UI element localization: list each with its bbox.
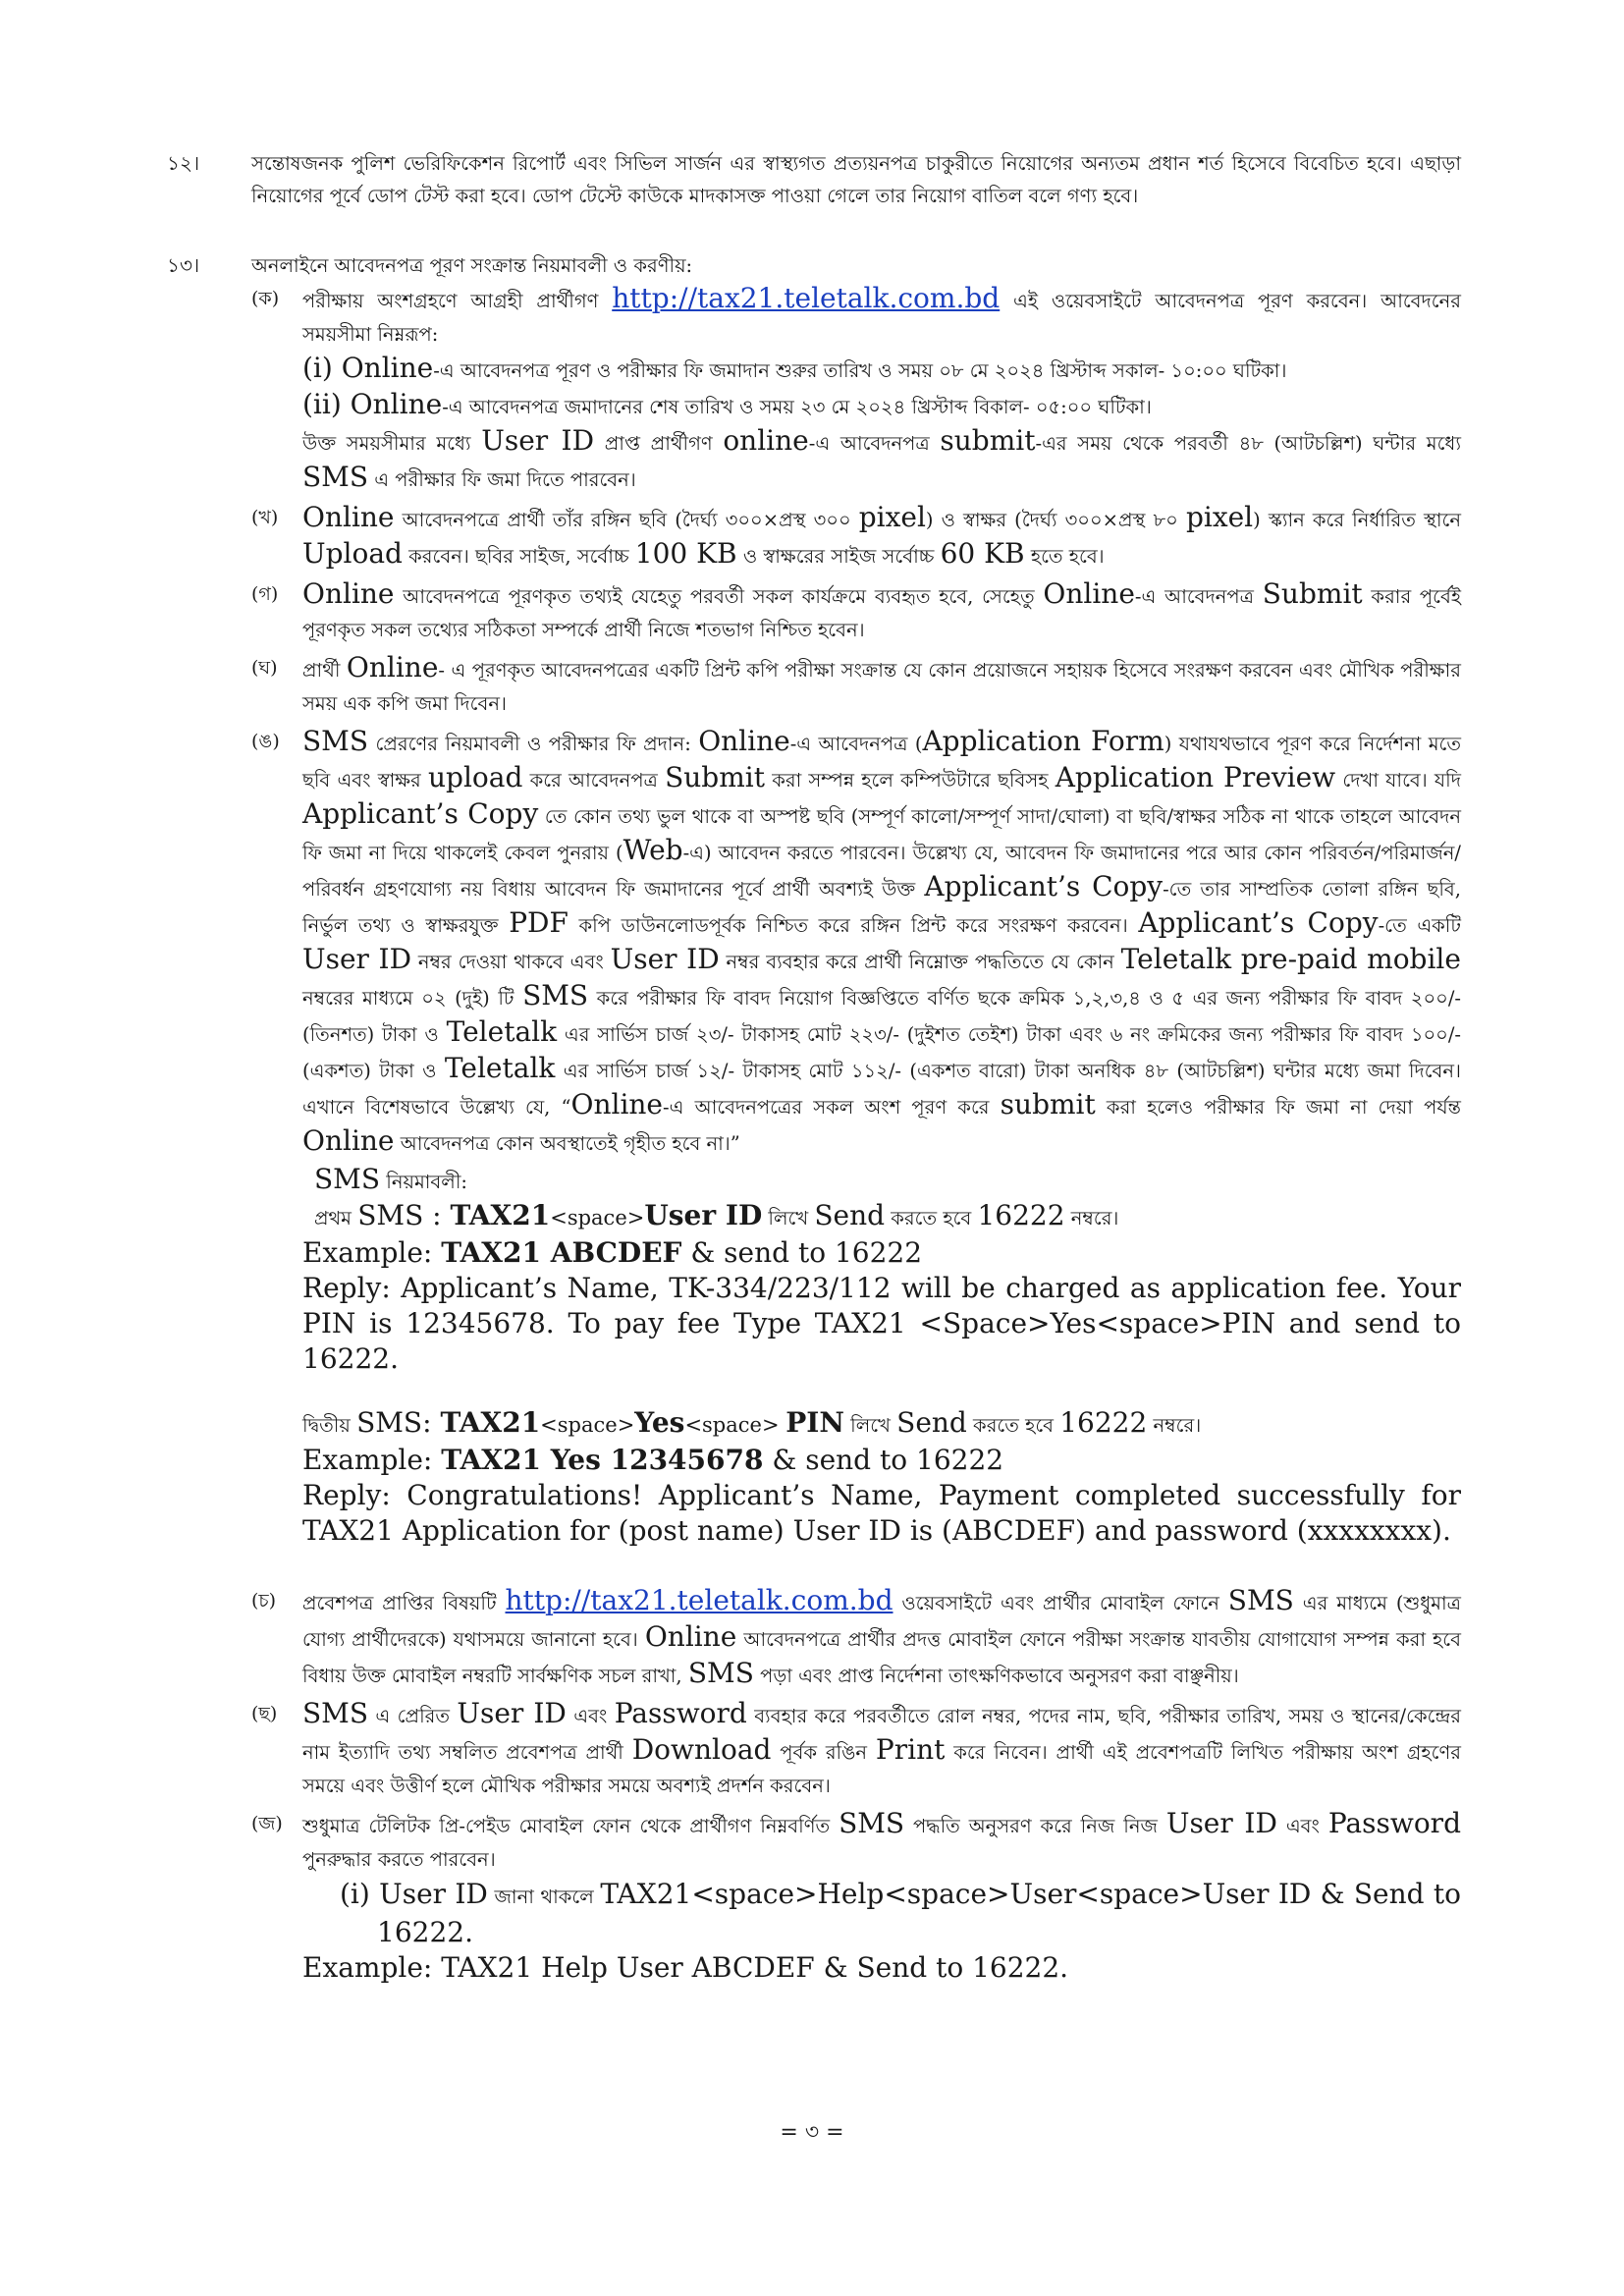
term: Online: [302, 1124, 395, 1157]
clause-number: ১২।: [167, 151, 200, 175]
clause-title: অনলাইনে আবেদনপত্র পূরণ সংক্রান্ত নিয়মাবলী ও করণীয়:: [251, 254, 693, 277]
text: এর সার্ভিস চার্জ ১২/- টাকাসহ মোট ১১২/- (একশত বারো) টাকা অনধিক ৪৮ (আটচল্লিশ) ঘন্টার মধ্যে জমা দিবেন। এখানে বিশেষভাবে উল্লেখ্য যে, “: [302, 1060, 1461, 1119]
text: -তে তার সাম্প্রতিক তোলা রঙ্গিন ছবি, নির্ভুল তথ্য ও স্বাক্ষরযুক্ত: [302, 878, 1461, 937]
spacer: [251, 1549, 1461, 1584]
roman-label: (i): [340, 1878, 380, 1910]
term: Teletalk: [444, 1052, 556, 1084]
term: PDF: [509, 906, 568, 939]
term: SMS: [687, 1657, 754, 1689]
text: এই ওয়েবসাইটে আবেদনপত্র পূরণ করবেন। আবেদনের সময়সীমা নিম্নরূপ:: [302, 290, 1461, 346]
term: pixel: [858, 501, 926, 533]
term: User ID: [302, 943, 412, 975]
subclause-ka: [251, 282, 1461, 497]
clause-number: ১৩।: [167, 253, 200, 277]
term: Online: [698, 725, 790, 757]
term: upload: [428, 761, 523, 793]
text: এ পরীক্ষার ফি জমা দিতে পারবেন।: [368, 468, 636, 491]
clause-text: সন্তোষজনক পুলিশ ভেরিফিকেশন রিপোর্ট এবং সিভিল সার্জন এর স্বাস্থ্যগত প্রত্যয়নপত্র চাকুরীতে নিয়োগের অন্যতম প্রধান শর্ত হিসেবে বিবেচিত হবে। এছাড়া নিয়োগের পূর্বে ডোপ টেস্ট করা হবে। ডোপ টেস্টে কাউকে মাদকাসক্ত পাওয়া গেলে তার নিয়োগ বাতিল বলে গণ্য হবে।: [251, 152, 1461, 207]
text: এ প্রেরিত: [368, 1705, 458, 1727]
term: SMS: [302, 461, 369, 493]
text: প্রবেশপত্র প্রাপ্তির বিষয়টি: [302, 1592, 506, 1614]
term: Online: [302, 577, 395, 610]
text: করে পরীক্ষার ফি বাবদ নিয়োগ বিজ্ঞপ্তিতে বর্ণিত ছকে ক্রমিক ১,২,৩,৪ ও ৫ এর জন্য পরীক্ষার ফি বাবদ ২০০/- (তিনশত) টাকা ও: [302, 987, 1461, 1046]
text: আবেদনপত্রে প্রার্থীর প্রদত্ত মোবাইল ফোনে পরীক্ষা সংক্রান্ত যাবতীয় যোগাযোগ সম্পন্ন করা হবে বিধায় উক্ত মোবাইল নম্বরটি সার্বক্ষণিক সচল রাখা,: [302, 1628, 1461, 1687]
text: পূর্বক রঙিন: [771, 1741, 876, 1764]
text: করে আবেদনপত্র: [522, 769, 666, 792]
subclause-ja: [251, 1807, 1461, 1986]
text: -এ) আবেদন করতে পারবেন। উল্লেখ্য যে, আবেদন ফি জমাদানের পরে আর কোন পরিবর্তন/পরিমার্জন/পরিবর্ধন গ্রহণযোগ্য নয় বিধায় আবেদন ফি জমাদানের পূর্বে প্রার্থী অবশ্যই উক্ত: [302, 842, 1461, 901]
text: ) ও স্বাক্ষর (দৈর্ঘ্য ৩০০×প্রস্থ ৮০: [925, 509, 1186, 531]
text: ব্যবহার করে পরবর্তীতে রোল নম্বর, পদের নাম, ছবি, পরীক্ষার তারিখ, সময় ও স্থানের/কেন্দ্রের নাম ইত্যাদি তথ্য সম্বলিত প্রবেশপত্র প্রার্থী: [302, 1705, 1461, 1764]
text: নম্বরে।: [1147, 1414, 1202, 1437]
sms-command: PIN: [785, 1406, 844, 1439]
clause-12: [157, 147, 1461, 212]
term: Applicant’s Copy: [1138, 906, 1379, 939]
text: এর সার্ভিস চার্জ ২৩/- টাকাসহ মোট ২২৩/- (দুইশত তেইশ) টাকা এবং ৬ নং ক্রমিকের জন্য পরীক্ষার ফি বাবদ ১০০/- (একশত) টাকা ও: [302, 1023, 1462, 1082]
text: & send to 16222: [681, 1236, 923, 1269]
sms-command: User ID: [644, 1199, 763, 1231]
text: দেখা যাবে। যদি: [1335, 769, 1461, 792]
subclause-cha: [251, 1584, 1461, 1693]
subclause-number: (জ): [251, 1813, 283, 1834]
page-number: = ৩ =: [780, 2120, 844, 2145]
term: <space>: [684, 1413, 786, 1437]
text: নম্বর দেওয়া থাকবে এবং: [411, 951, 611, 973]
text: এবং: [1276, 1815, 1328, 1837]
text: লিখে: [843, 1414, 897, 1437]
term: Online: [1043, 577, 1135, 610]
text: ও স্বাক্ষরের সাইজ সর্বোচ্চ: [736, 545, 941, 568]
text: -এ আবেদনপত্র জমাদানের শেষ তারিখ ও সময় ২৩ মে ২০২৪ খ্রিস্টাব্দ বিকাল- ০৫:০০ ঘটিকা।: [442, 396, 1152, 418]
subclause-number: (গ): [251, 583, 279, 605]
text: করার পূর্বেই পূরণকৃত সকল তথ্যের সঠিকতা সম্পর্কে প্রার্থী নিজে শতভাগ নিশ্চিত হবেন।: [302, 585, 1462, 641]
term: Online: [346, 651, 439, 683]
clause-13: [157, 249, 1461, 1986]
subclause-number: (চ): [251, 1590, 277, 1612]
subclause-chha: [251, 1697, 1461, 1803]
term: 16222: [977, 1199, 1065, 1231]
subclause-number: (ঘ): [251, 657, 278, 679]
term: Online: [570, 1088, 664, 1121]
term: Application Form: [922, 725, 1164, 757]
text: আবেদনপত্র কোন অবস্থাতেই গৃহীত হবে না।”: [394, 1132, 740, 1155]
term: <space>: [550, 1206, 645, 1230]
term: Upload: [302, 537, 403, 570]
term: User ID: [457, 1697, 567, 1729]
sms-command: TAX21: [440, 1406, 541, 1439]
text: & send to 16222: [763, 1444, 1004, 1476]
term: Online: [644, 1620, 737, 1653]
roman-label: (ii): [302, 388, 351, 420]
term: Password: [614, 1697, 747, 1729]
text: করবেন। ছবির সাইজ, সর্বোচ্চ: [402, 545, 635, 568]
text: করতে হবে: [966, 1414, 1060, 1437]
text: পদ্ধতি অনুসরণ করে নিজ নিজ: [904, 1815, 1166, 1837]
term: online: [723, 424, 809, 457]
subclause-number: (ক): [251, 288, 280, 309]
sms-rules-heading: নিয়মাবলী:: [380, 1171, 467, 1193]
example-label: Example:: [302, 1444, 442, 1476]
term: SMS: [1227, 1584, 1294, 1616]
term: User ID: [1165, 1807, 1277, 1839]
term: Web: [623, 834, 683, 866]
text: উক্ত সময়সীমার মধ্যে: [302, 432, 482, 455]
text: নম্বর ব্যবহার করে প্রার্থী নিম্নোক্ত পদ্ধতিতে যে কোন: [719, 951, 1121, 973]
term: Send: [814, 1199, 886, 1231]
text: ) যথাযথভাবে পূরণ করে নির্দেশনা মতে ছবি এবং স্বাক্ষর: [302, 733, 1461, 792]
term: SMS: [522, 979, 589, 1011]
text: করা সম্পন্ন হলে কম্পিউটারে ছবিসহ: [765, 769, 1056, 792]
term: Send: [896, 1406, 967, 1439]
text: তে কোন তথ্য ভুল থাকে বা অস্পষ্ট ছবি (সম্পূর্ণ কালো/সম্পূর্ণ সাদা/ঘোলা) বা ছবি/স্বাক্ষর সঠিক না থাকে তাহলে আবেদন ফি জমা না দিয়ে থাকলেই কেবল পুনরায় (: [302, 805, 1461, 864]
term: Submit: [1262, 577, 1363, 610]
term: pixel: [1185, 501, 1254, 533]
text: প্রাপ্ত প্রার্থীগণ: [594, 432, 724, 455]
example-label: Example:: [302, 1236, 442, 1269]
term: SMS:: [356, 1406, 441, 1439]
text: -এ আবেদনপত্র পূরণ ও পরীক্ষার ফি জমাদান শুরুর তারিখ ও সময় ০৮ মে ২০২৪ খ্রিস্টাব্দ সকাল- ১০:০০ ঘটিকা।: [433, 359, 1287, 382]
subclause-kha: [251, 501, 1461, 574]
teletalk-link[interactable]: http://tax21.teletalk.com.bd: [612, 282, 1001, 314]
text: করতে হবে: [885, 1207, 978, 1230]
term: Online: [302, 501, 395, 533]
term: submit: [1000, 1088, 1096, 1121]
term: SMS: [314, 1163, 381, 1195]
text: হতে হবে।: [1024, 545, 1105, 568]
term: Application Preview: [1055, 761, 1336, 793]
text: -এ আবেদনপত্র: [1134, 585, 1263, 608]
spacer: [302, 1377, 1461, 1406]
sms-command: TAX21: [450, 1199, 551, 1231]
text: ) স্ক্যান করে নির্ধারিত স্থানে: [1253, 509, 1461, 531]
term: submit: [940, 424, 1036, 457]
sms-command: TAX21<space>Help<space>User<space>User ID & Send to 16222.: [377, 1878, 1462, 1948]
subclause-gha: [251, 651, 1461, 721]
term: Online: [341, 352, 434, 384]
term: Print: [875, 1733, 946, 1766]
subclause-umo: [251, 725, 1461, 1549]
text: -এ আবেদনপত্রের সকল অংশ পূরণ করে: [663, 1096, 1001, 1119]
text: প্রথম: [314, 1207, 358, 1230]
term: Teletalk: [446, 1015, 558, 1048]
text: পরীক্ষায় অংশগ্রহণে আগ্রহী প্রার্থীগণ: [302, 290, 613, 312]
sms-command: TAX21 ABCDEF: [441, 1236, 682, 1269]
term: Applicant’s Copy: [924, 870, 1164, 902]
sms-command: TAX21 Yes 12345678: [441, 1444, 764, 1476]
text: আবেদনপত্রে পূরণকৃত তথ্যই যেহেতু পরবর্তী সকল কার্যক্রমে ব্যবহৃত হবে, সেহেতু: [394, 585, 1044, 608]
text: শুধুমাত্র টেলিটক প্রি-পেইড মোবাইল ফোন থেকে প্রার্থীগণ নিম্নবর্ণিত: [302, 1815, 839, 1837]
term: User ID: [610, 943, 720, 975]
term: SMS :: [357, 1199, 451, 1231]
term: 100 KB: [634, 537, 737, 570]
subclause-number: (ঙ): [251, 731, 280, 752]
term: Online: [350, 388, 443, 420]
term: User ID: [481, 424, 595, 457]
text: -তে একটি: [1378, 914, 1461, 937]
term: 60 KB: [940, 537, 1025, 570]
term: Submit: [665, 761, 765, 793]
text: প্রেরণের নিয়মাবলী ও পরীক্ষার ফি প্রদান:: [368, 733, 699, 755]
text: - এ পূরণকৃত আবেদনপত্রের একটি প্রিন্ট কপি পরীক্ষা সংক্রান্ত যে কোন প্রয়োজনে সহায়ক হিসেবে সংরক্ষণ করবেন এবং মৌখিক পরীক্ষার সময় এক কপি জমা দিবেন।: [302, 659, 1461, 715]
term: SMS: [839, 1807, 905, 1839]
text: -এ আবেদনপত্র: [808, 432, 941, 455]
term: Teletalk pre-paid mobile: [1120, 943, 1461, 975]
term: SMS: [302, 725, 369, 757]
text: জানা থাকলে: [487, 1886, 601, 1908]
text: -এর সময় থেকে পরবর্তী ৪৮ (আটচল্লিশ) ঘন্টার মধ্যে: [1035, 432, 1461, 455]
teletalk-link[interactable]: http://tax21.teletalk.com.bd: [505, 1584, 893, 1616]
text: এবং: [566, 1705, 615, 1727]
text: পুনরুদ্ধার করতে পারবেন।: [302, 1848, 496, 1871]
text: লিখে: [762, 1207, 815, 1230]
text: নম্বরে।: [1064, 1207, 1119, 1230]
sms-reply: Reply: Applicant’s Name, TK-334/223/112 will be charged as application fee. Your PIN is 12345678. To pay fee Type TAX21 <Space>Yes<space>PIN and send to 16222.: [302, 1272, 1461, 1375]
term: Password: [1327, 1807, 1461, 1839]
text: নম্বরের মাধ্যমে ০২ (দুই) টি: [302, 987, 523, 1010]
term: Download: [631, 1733, 772, 1766]
term: User ID: [379, 1878, 488, 1910]
subclause-number: (ছ): [251, 1703, 278, 1724]
text: পড়া এবং প্রাপ্ত নির্দেশনা তাৎক্ষণিকভাবে অনুসরণ করা বাঞ্ছনীয়।: [753, 1665, 1239, 1687]
term: <space>: [540, 1413, 635, 1437]
sms-rules: [302, 1163, 1461, 1549]
term: SMS: [302, 1697, 369, 1729]
roman-label: (i): [302, 352, 342, 384]
subclause-ga: [251, 577, 1461, 647]
text: এর মাধ্যমে (শুধুমাত্র যোগ্য প্রার্থীদেরকে) যথাসময়ে জানানো হবে।: [302, 1592, 1461, 1651]
term: 16222: [1059, 1406, 1148, 1439]
term: Applicant’s Copy: [302, 797, 539, 830]
text: দ্বিতীয়: [302, 1414, 357, 1437]
text: -এ আবেদনপত্র (: [789, 733, 923, 755]
subclause-number: (খ): [251, 507, 279, 528]
text: কপি ডাউনলোডপূর্বক নিশ্চিত করে রঙ্গিন প্রিন্ট করে সংরক্ষণ করবেন।: [568, 914, 1139, 937]
text: আবেদনপত্রে প্রার্থী তাঁর রঙ্গিন ছবি (দৈর্ঘ্য ৩০০×প্রস্থ ৩০০: [394, 509, 859, 531]
text: প্রার্থী: [302, 659, 347, 682]
sms-example: Example: TAX21 Help User ABCDEF & Send to 16222.: [302, 1951, 1069, 1984]
sms-command: Yes: [634, 1406, 685, 1439]
text: করা হলেও পরীক্ষার ফি জমা না দেয়া পর্যন্ত: [1095, 1096, 1461, 1119]
text: করে নিবেন। প্রার্থী এই প্রবেশপত্রটি লিখিত পরীক্ষায় অংশ গ্রহণের সময়ে এবং উত্তীর্ণ হলে মৌখিক পরীক্ষার সময়ে অবশ্যই প্রদর্শন করবেন।: [302, 1741, 1462, 1797]
text: ওয়েবসাইটে এবং প্রার্থীর মোবাইল ফোনে: [893, 1592, 1228, 1614]
sms-reply: Reply: Congratulations! Applicant’s Name, Payment completed successfully for TAX21 Application for (post name) User ID is (ABCDEF) and password (xxxxxxxx).: [302, 1479, 1461, 1547]
